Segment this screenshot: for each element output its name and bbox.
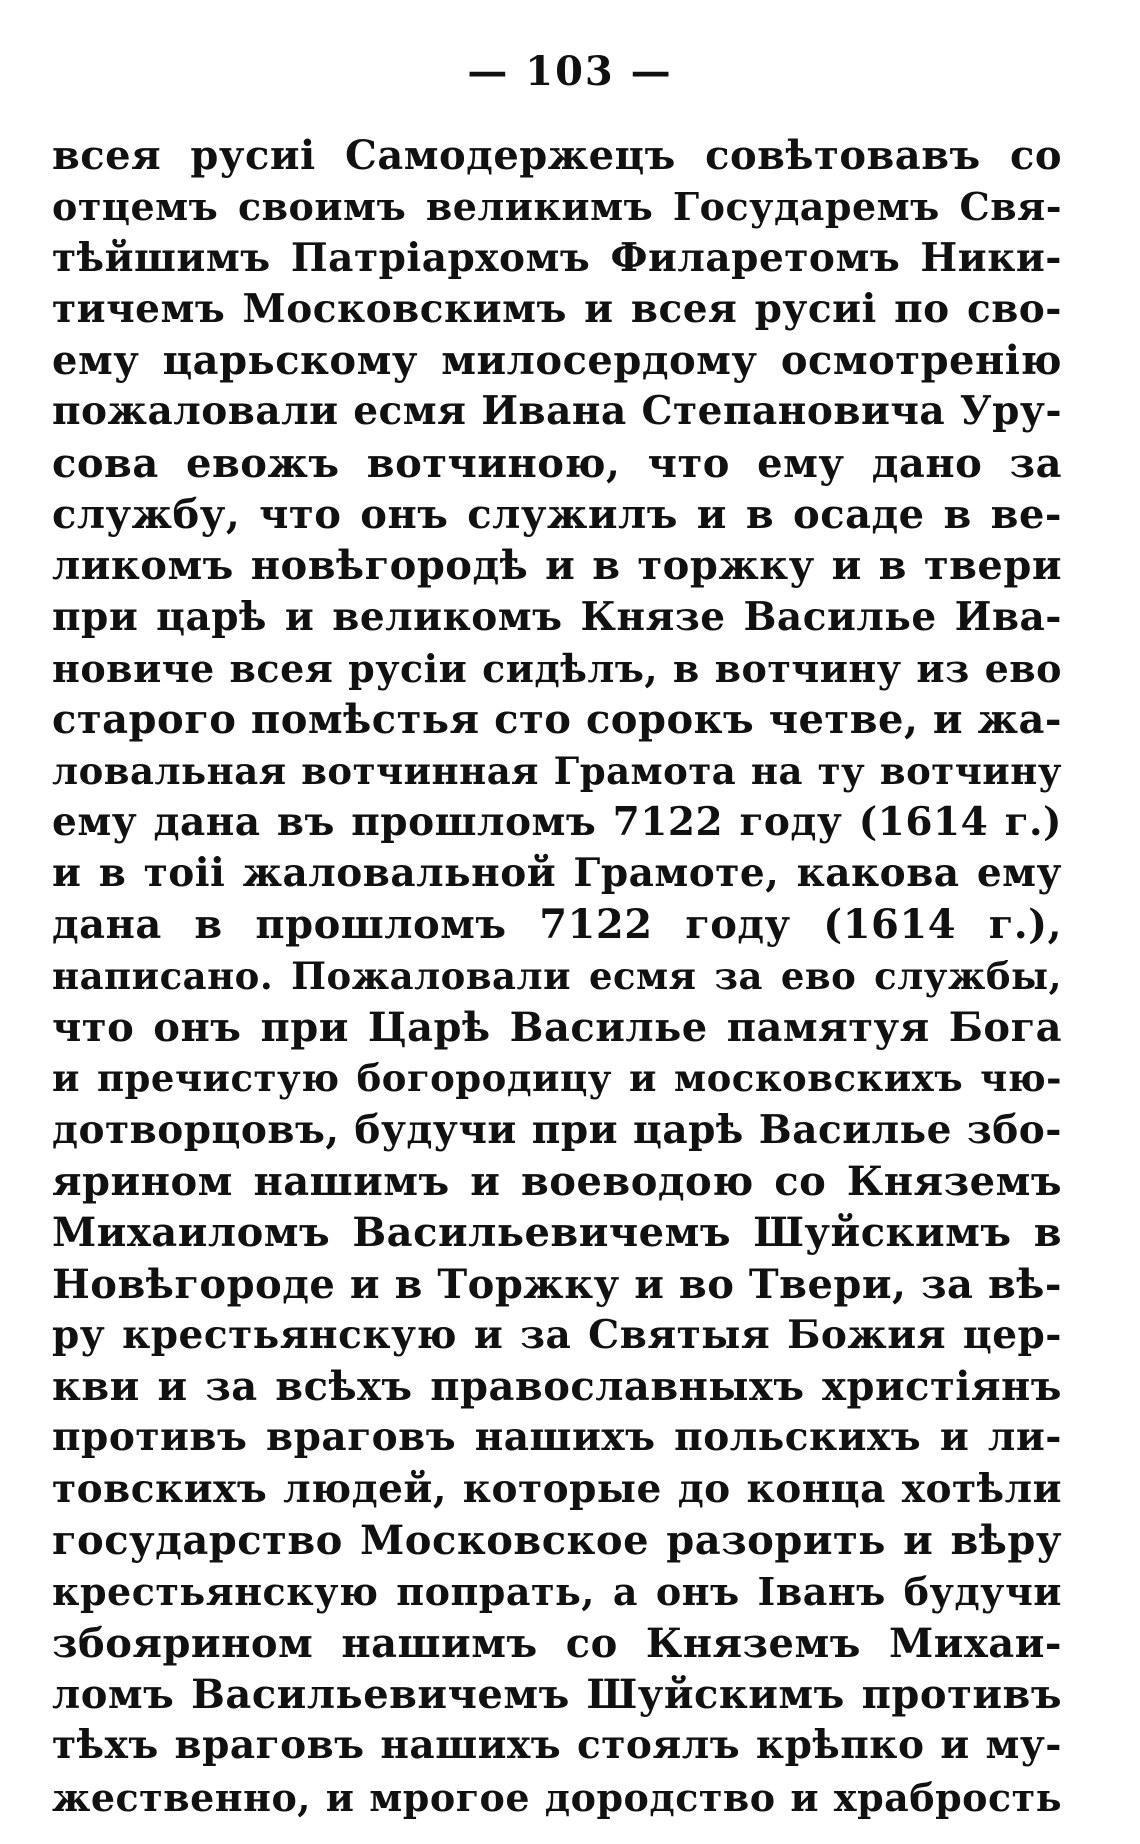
text-line: Михаиломъ Васильевичемъ Шуйскимъ в [52, 1209, 1062, 1257]
text-line: ру крестьянскую и за Святыя Божия цер- [52, 1311, 1062, 1358]
text-line: тичемъ Московскимъ и всея русиi по сво- [52, 285, 1062, 332]
page-number: — 103 — [467, 48, 673, 95]
text-line: написано. Пожаловали есмя за ево службы, [52, 953, 1062, 998]
text-line: пожаловали есмя Ивана Степановича Уру- [52, 388, 1062, 435]
text-line: збоярином нашимъ со Княземъ Михаи- [52, 1619, 1062, 1667]
text-line: ему дана въ прошломъ 7122 году (1614 г.) [52, 798, 1062, 845]
text-line: государство Московское разорить и вѣру [52, 1517, 1062, 1565]
text-line: ему царьскому милосердому осмотренiю [52, 337, 1062, 385]
text-line: жественно, и мрогое дородство и храбрость [52, 1774, 1062, 1820]
text-line: и в тоii жаловальной Грамоте, какова ему [52, 850, 1062, 897]
text-line: противъ враговъ нашихъ польскихъ и ли- [52, 1414, 1062, 1461]
text-line: старого помѣстья сто сорокъ четве, и жа- [52, 696, 1062, 744]
text-line: дотворцовъ, будучи при царѣ Василье збо- [52, 1106, 1062, 1153]
text-line: крестьянскую попрать, а онъ Iванъ будучи [52, 1569, 1062, 1615]
text-line: отцемъ своимъ великимъ Государемъ Свя- [52, 184, 1062, 230]
text-line: ликомъ новѣгородѣ и в торжку и в твери [52, 542, 1062, 590]
text-line: при царѣ и великомъ Князе Василье Ива- [52, 593, 1062, 640]
text-line: товскихъ людей, которые до конца хотѣли [52, 1465, 1062, 1512]
body-text [52, 130, 1062, 1823]
text-line: ярином нашимъ и воеводою со Княземъ [52, 1157, 1062, 1205]
text-line: Новѣгороде и в Торжку и во Твери, за вѣ- [52, 1260, 1062, 1308]
text-line: и пречистую богородицу и московскихъ чю- [52, 1056, 1062, 1101]
text-line: кви и за всѣхъ православныхъ христiянъ [52, 1363, 1062, 1411]
text-line: сова евожъ вотчиною, что ему дано за [52, 439, 1062, 487]
text-line: что онъ при Царѣ Василье памятуя Бога [52, 1004, 1062, 1052]
text-line: тѣйшимъ Патрiархомъ Филаретомъ Ники- [52, 234, 1062, 281]
text-line: всея русиi Самодержецъ совѣтовавъ со [52, 132, 1062, 179]
text-line: тѣхъ враговъ нашихъ стоялъ крѣпко и му- [52, 1722, 1062, 1769]
text-line: ломъ Васильевичемъ Шуйскимъ противъ [52, 1670, 1062, 1718]
text-line: ловальная вотчинная Грамота на ту вотчину [52, 748, 1062, 793]
text-line: новиче всея русiи сидѣлъ, в вотчину из ево [52, 645, 1062, 691]
text-line: дана в прошломъ 7122 году (1614 г.), [52, 901, 1062, 949]
text-line: службу, что онъ служилъ и в осаде в ве- [52, 491, 1062, 539]
